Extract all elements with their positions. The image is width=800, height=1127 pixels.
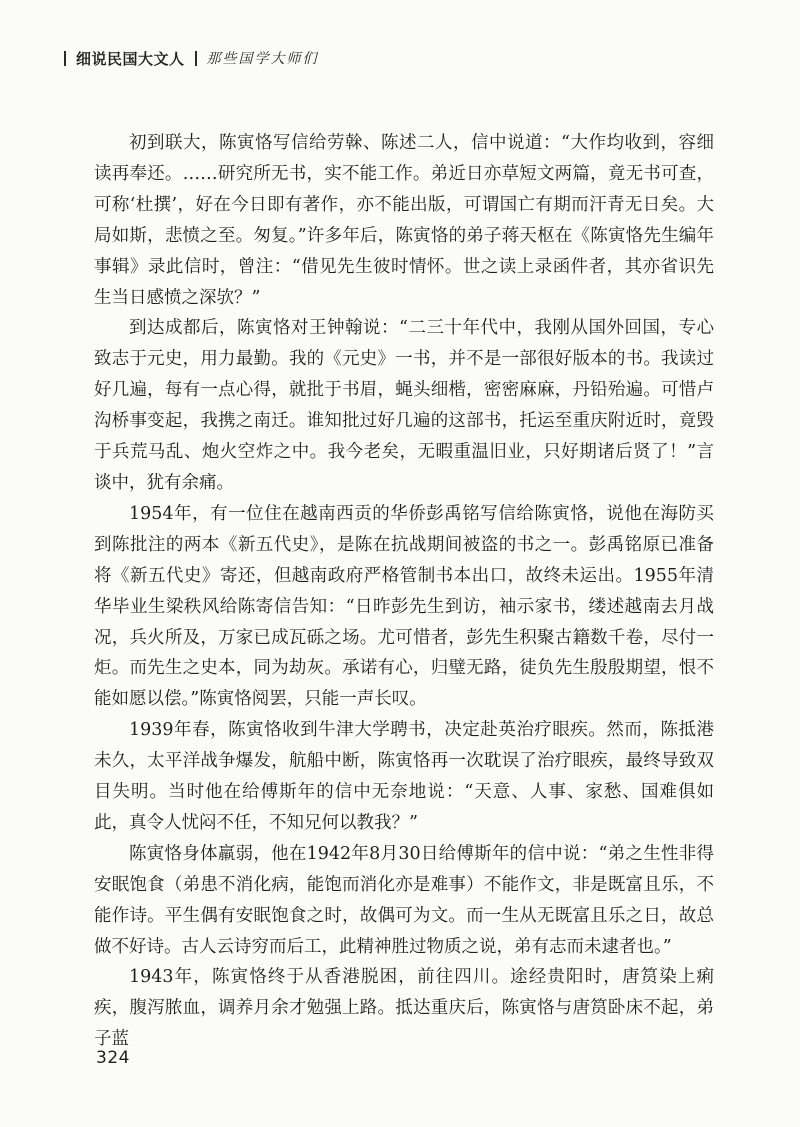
paragraph: 1943年，陈寅恪终于从香港脱困，前往四川。途经贵阳时，唐筼染上痢疾，腹泻脓血，调养月余才勉强上路。抵达重庆后，陈寅恪与唐筼卧床不起，弟子蓝 [94,967,714,1050]
header-divider [195,51,197,66]
paragraph: 初到联大，陈寅恪写信给劳榦、陈述二人，信中说道：“大作均收到，容细读再奉还。……研究所无书，实不能工作。弟近日亦草短文两篇，竟无书可查，可称‘杜撰’，好在今日即有著作，亦不能出版，可谓国亡有期而汗青无日矣。大局如斯，悲愤之至。匆复。”许多年后，陈寅恪的弟子蒋天枢在《陈寅恪先生编年事辑》录此信时，曾注：“借见先生彼时情怀。世之读上录函件者，其亦省识先生当日感愤之深欤？” [94,133,714,308]
paragraph: 陈寅恪身体羸弱，他在1942年8月30日给傅斯年的信中说：“弟之生性非得安眠饱食（弟患不消化病，能饱而消化亦是难事）不能作文，非是既富且乐，不能作诗。平生偶有安眠饱食之时，故偶可为文。而一生从无既富且乐之日，故总做不好诗。古人云诗穷而后工，此精神胜过物质之说，弟有志而未逮者也。” [94,843,714,957]
body-text [94,128,714,1055]
paragraph: 1954年，有一位住在越南西贡的华侨彭禹铭写信给陈寅恪，说他在海防买到陈批注的两本《新五代史》，是陈在抗战期间被盗的书之一。彭禹铭原已准备将《新五代史》寄还，但越南政府严格管制书本出口，故终未运出。1955年清华毕业生梁秩风给陈寄信告知：“日昨彭先生到访，袖示家书，缕述越南去月战况，兵火所及，万家已成瓦砾之场。尤可惜者，彭先生积聚古籍数千卷，尽付一炬。而先生之史本，同为劫灰。承诺有心，归璧无路，徒负先生殷殷期望，恨不能如愿以偿。”陈寅恪阅罢，只能一声长叹。 [94,503,714,710]
page-number: 324 [96,1048,130,1068]
running-head [64,46,319,70]
header-divider [64,51,66,66]
paragraph: 到达成都后，陈寅恪对王钟翰说：“二三十年代中，我刚从国外回国，专心致志于元史，用力最勤。我的《元史》一书，并不是一部很好版本的书。我读过好几遍，每有一点心得，就批于书眉，蝇头细楷，密密麻麻，丹铅殆遍。可惜卢沟桥事变起，我携之南迁。谁知批过好几遍的这部书，托运至重庆附近时，竟毁于兵荒马乱、炮火空炸之中。我今老矣，无暇重温旧业，只好期诸后贤了！”言谈中，犹有余痛。 [94,318,714,493]
paragraph: 1939年春，陈寅恪收到牛津大学聘书，决定赴英治疗眼疾。然而，陈抵港未久，太平洋战争爆发，航船中断，陈寅恪再一次耽误了治疗眼疾，最终导致双目失明。当时他在给傅斯年的信中无奈地说：“天意、人事、家愁、国难俱如此，真令人忧闷不任，不知兄何以教我？” [94,720,714,833]
book-title: 细说民国大文人 [76,49,185,68]
chapter-title: 那些国学大师们 [206,51,319,67]
